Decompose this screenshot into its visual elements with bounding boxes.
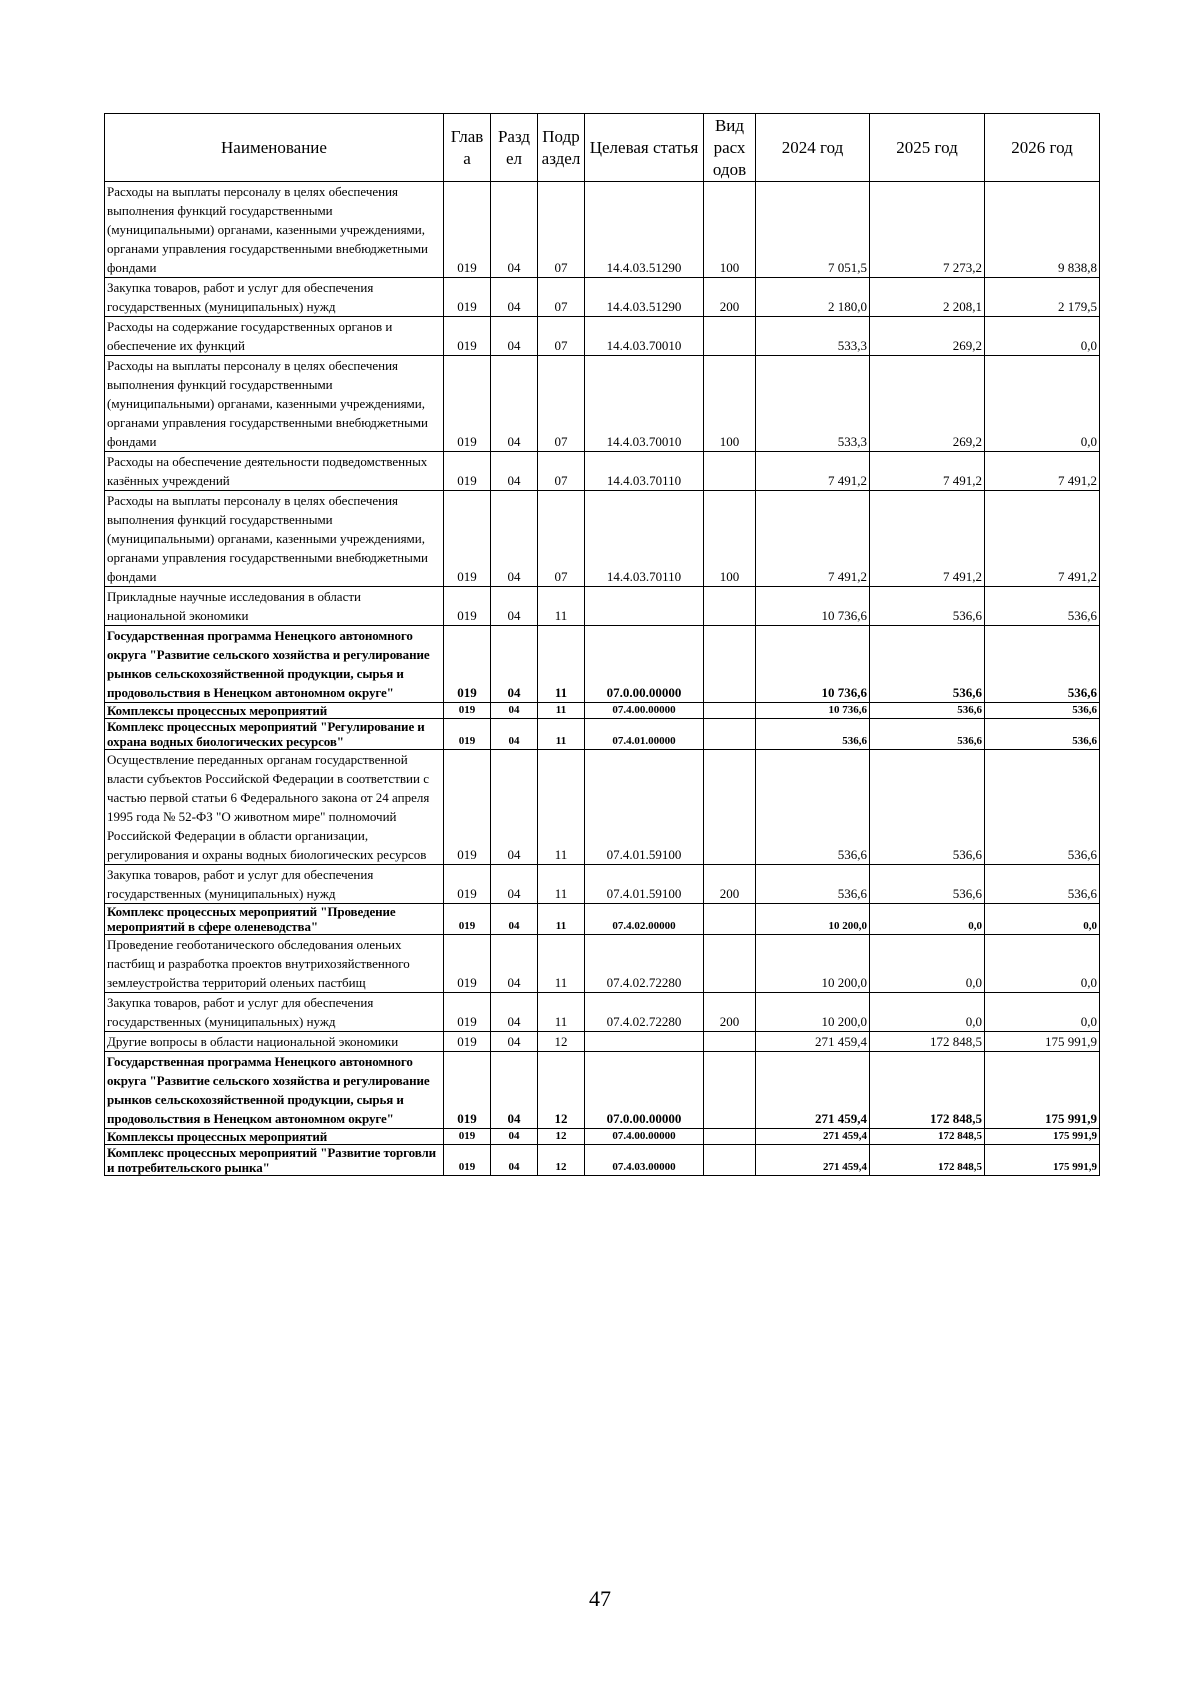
header-2024: 2024 год [756, 114, 870, 182]
row-razdel: 04 [491, 317, 538, 356]
table-row [105, 1052, 1100, 1129]
row-amount-2024: 10 200,0 [756, 904, 870, 935]
row-amount-2026: 0,0 [985, 993, 1100, 1032]
row-amount-2024: 536,6 [756, 750, 870, 865]
row-vid [704, 703, 756, 719]
row-amount-2026: 7 491,2 [985, 452, 1100, 491]
row-vid: 100 [704, 356, 756, 452]
row-amount-2024: 2 180,0 [756, 278, 870, 317]
row-name: Расходы на выплаты персоналу в целях обеспечения выполнения функций государственными (муниципальными) органами, казенными учреждениями, органами управления государственными внебюджетными фондами [105, 182, 444, 278]
row-amount-2026: 175 991,9 [985, 1145, 1100, 1176]
row-name: Комплекс процессных мероприятий "Регулирование и охрана водных биологических ресурсов" [105, 719, 444, 750]
row-vid [704, 1145, 756, 1176]
row-amount-2024: 533,3 [756, 356, 870, 452]
row-razdel: 04 [491, 491, 538, 587]
row-razdel: 04 [491, 278, 538, 317]
row-name: Расходы на содержание государственных органов и обеспечение их функций [105, 317, 444, 356]
page-number: 47 [589, 1586, 611, 1611]
row-amount-2025: 536,6 [870, 750, 985, 865]
table-row [105, 1145, 1100, 1176]
row-razdel: 04 [491, 626, 538, 703]
row-amount-2024: 271 459,4 [756, 1032, 870, 1052]
row-name: Проведение геоботанического обследования оленьих пастбищ и разработка проектов внутрихозяйственного землеустройства территорий оленьих пастбищ [105, 935, 444, 993]
row-statya: 14.4.03.70010 [585, 356, 704, 452]
row-amount-2025: 269,2 [870, 317, 985, 356]
row-glava: 019 [444, 750, 491, 865]
table-row [105, 904, 1100, 935]
row-vid: 100 [704, 182, 756, 278]
row-podrazdel: 11 [538, 626, 585, 703]
table-row [105, 452, 1100, 491]
row-statya: 07.4.02.72280 [585, 993, 704, 1032]
row-name: Комплексы процессных мероприятий [105, 703, 444, 719]
row-amount-2026: 0,0 [985, 904, 1100, 935]
table-row [105, 491, 1100, 587]
row-name: Закупка товаров, работ и услуг для обеспечения государственных (муниципальных) нужд [105, 278, 444, 317]
table-row [105, 935, 1100, 993]
table-row [105, 1129, 1100, 1145]
row-name: Государственная программа Ненецкого автономного округа "Развитие сельского хозяйства и регулирование рынков сельскохозяйственной продукции, сырья и продовольствия в Ненецком автономном округе" [105, 626, 444, 703]
row-vid [704, 317, 756, 356]
row-amount-2026: 536,6 [985, 750, 1100, 865]
header-razdel: Разд ел [491, 114, 538, 182]
row-statya: 07.4.01.59100 [585, 865, 704, 904]
row-vid: 100 [704, 491, 756, 587]
row-vid: 200 [704, 993, 756, 1032]
row-vid [704, 1052, 756, 1129]
row-name: Комплексы процессных мероприятий [105, 1129, 444, 1145]
row-statya: 07.4.00.00000 [585, 703, 704, 719]
row-amount-2024: 10 200,0 [756, 935, 870, 993]
row-vid [704, 719, 756, 750]
row-amount-2025: 172 848,5 [870, 1032, 985, 1052]
row-podrazdel: 12 [538, 1052, 585, 1129]
row-amount-2025: 0,0 [870, 935, 985, 993]
row-razdel: 04 [491, 865, 538, 904]
row-razdel: 04 [491, 1032, 538, 1052]
row-amount-2026: 536,6 [985, 703, 1100, 719]
row-vid [704, 750, 756, 865]
header-vid: Вид расх одов [704, 114, 756, 182]
row-razdel: 04 [491, 1052, 538, 1129]
row-name: Осуществление переданных органам государственной власти субъектов Российской Федерации в соответствии с частью первой статьи 6 Федерального закона от 24 апреля 1995 года № 52-ФЗ "О животном мире" полномочий Российской Федерации в области организации, регулирования и охраны водных биологических ресурсов [105, 750, 444, 865]
row-podrazdel: 11 [538, 719, 585, 750]
row-statya: 14.4.03.70110 [585, 452, 704, 491]
table-row [105, 587, 1100, 626]
row-statya: 07.0.00.00000 [585, 626, 704, 703]
row-podrazdel: 12 [538, 1032, 585, 1052]
row-amount-2026: 2 179,5 [985, 278, 1100, 317]
row-podrazdel: 11 [538, 865, 585, 904]
row-vid: 200 [704, 278, 756, 317]
row-amount-2025: 7 273,2 [870, 182, 985, 278]
row-amount-2025: 0,0 [870, 904, 985, 935]
row-name: Другие вопросы в области национальной экономики [105, 1032, 444, 1052]
row-podrazdel: 11 [538, 750, 585, 865]
table-row [105, 1032, 1100, 1052]
row-amount-2026: 175 991,9 [985, 1052, 1100, 1129]
row-statya [585, 587, 704, 626]
row-vid [704, 935, 756, 993]
header-2026: 2026 год [985, 114, 1100, 182]
row-podrazdel: 07 [538, 278, 585, 317]
row-glava: 019 [444, 278, 491, 317]
row-vid [704, 587, 756, 626]
row-glava: 019 [444, 703, 491, 719]
row-statya: 14.4.03.51290 [585, 278, 704, 317]
table-row [105, 356, 1100, 452]
row-glava: 019 [444, 1052, 491, 1129]
table-row [105, 865, 1100, 904]
row-amount-2025: 0,0 [870, 993, 985, 1032]
row-amount-2026: 536,6 [985, 626, 1100, 703]
row-statya: 07.4.01.59100 [585, 750, 704, 865]
row-vid [704, 904, 756, 935]
header-name: Наименование [105, 114, 444, 182]
row-statya: 07.0.00.00000 [585, 1052, 704, 1129]
row-amount-2024: 533,3 [756, 317, 870, 356]
row-glava: 019 [444, 1129, 491, 1145]
row-razdel: 04 [491, 904, 538, 935]
row-razdel: 04 [491, 452, 538, 491]
row-amount-2026: 0,0 [985, 356, 1100, 452]
row-amount-2024: 7 491,2 [756, 452, 870, 491]
row-amount-2025: 536,6 [870, 865, 985, 904]
row-vid [704, 1129, 756, 1145]
row-glava: 019 [444, 935, 491, 993]
row-podrazdel: 12 [538, 1129, 585, 1145]
row-amount-2024: 10 200,0 [756, 993, 870, 1032]
row-amount-2024: 10 736,6 [756, 626, 870, 703]
row-amount-2024: 271 459,4 [756, 1145, 870, 1176]
row-amount-2026: 0,0 [985, 317, 1100, 356]
row-glava: 019 [444, 1032, 491, 1052]
budget-table [104, 113, 1100, 1176]
row-statya [585, 1032, 704, 1052]
row-amount-2026: 7 491,2 [985, 491, 1100, 587]
row-amount-2026: 536,6 [985, 719, 1100, 750]
row-statya: 07.4.03.00000 [585, 1145, 704, 1176]
row-statya: 07.4.00.00000 [585, 1129, 704, 1145]
row-podrazdel: 11 [538, 703, 585, 719]
row-amount-2025: 172 848,5 [870, 1052, 985, 1129]
row-amount-2026: 536,6 [985, 587, 1100, 626]
row-name: Комплекс процессных мероприятий "Проведение мероприятий в сфере оленеводства" [105, 904, 444, 935]
row-razdel: 04 [491, 356, 538, 452]
row-podrazdel: 11 [538, 904, 585, 935]
row-glava: 019 [444, 904, 491, 935]
row-razdel: 04 [491, 750, 538, 865]
row-amount-2026: 0,0 [985, 935, 1100, 993]
row-amount-2025: 2 208,1 [870, 278, 985, 317]
row-statya: 07.4.01.00000 [585, 719, 704, 750]
row-amount-2024: 10 736,6 [756, 703, 870, 719]
row-amount-2025: 536,6 [870, 719, 985, 750]
row-razdel: 04 [491, 182, 538, 278]
table-row [105, 317, 1100, 356]
row-statya: 14.4.03.51290 [585, 182, 704, 278]
row-amount-2024: 10 736,6 [756, 587, 870, 626]
row-glava: 019 [444, 587, 491, 626]
table-row [105, 278, 1100, 317]
row-amount-2024: 7 051,5 [756, 182, 870, 278]
row-statya: 14.4.03.70110 [585, 491, 704, 587]
row-glava: 019 [444, 491, 491, 587]
row-glava: 019 [444, 993, 491, 1032]
row-glava: 019 [444, 452, 491, 491]
row-vid [704, 452, 756, 491]
table-row [105, 703, 1100, 719]
row-glava: 019 [444, 182, 491, 278]
row-amount-2026: 536,6 [985, 865, 1100, 904]
row-name: Закупка товаров, работ и услуг для обеспечения государственных (муниципальных) нужд [105, 865, 444, 904]
row-razdel: 04 [491, 703, 538, 719]
table-row [105, 182, 1100, 278]
header-glava: Глав а [444, 114, 491, 182]
row-statya: 14.4.03.70010 [585, 317, 704, 356]
row-amount-2025: 536,6 [870, 626, 985, 703]
row-podrazdel: 07 [538, 452, 585, 491]
row-razdel: 04 [491, 587, 538, 626]
row-amount-2026: 175 991,9 [985, 1032, 1100, 1052]
row-razdel: 04 [491, 719, 538, 750]
row-amount-2025: 172 848,5 [870, 1145, 985, 1176]
row-name: Расходы на выплаты персоналу в целях обеспечения выполнения функций государственными (муниципальными) органами, казенными учреждениями, органами управления государственными внебюджетными фондами [105, 491, 444, 587]
row-name: Государственная программа Ненецкого автономного округа "Развитие сельского хозяйства и регулирование рынков сельскохозяйственной продукции, сырья и продовольствия в Ненецком автономном округе" [105, 1052, 444, 1129]
row-amount-2024: 271 459,4 [756, 1129, 870, 1145]
row-amount-2025: 269,2 [870, 356, 985, 452]
row-name: Закупка товаров, работ и услуг для обеспечения государственных (муниципальных) нужд [105, 993, 444, 1032]
row-amount-2025: 536,6 [870, 587, 985, 626]
row-glava: 019 [444, 1145, 491, 1176]
row-name: Расходы на выплаты персоналу в целях обеспечения выполнения функций государственными (муниципальными) органами, казенными учреждениями, органами управления государственными внебюджетными фондами [105, 356, 444, 452]
row-podrazdel: 07 [538, 356, 585, 452]
row-name: Комплекс процессных мероприятий "Развитие торговли и потребительского рынка" [105, 1145, 444, 1176]
row-razdel: 04 [491, 935, 538, 993]
row-glava: 019 [444, 356, 491, 452]
table-row [105, 993, 1100, 1032]
row-podrazdel: 12 [538, 1145, 585, 1176]
table-row [105, 626, 1100, 703]
row-podrazdel: 11 [538, 587, 585, 626]
row-vid [704, 626, 756, 703]
row-amount-2026: 175 991,9 [985, 1129, 1100, 1145]
row-amount-2026: 9 838,8 [985, 182, 1100, 278]
row-podrazdel: 07 [538, 317, 585, 356]
row-razdel: 04 [491, 1129, 538, 1145]
row-amount-2024: 536,6 [756, 865, 870, 904]
row-razdel: 04 [491, 1145, 538, 1176]
header-2025: 2025 год [870, 114, 985, 182]
row-statya: 07.4.02.72280 [585, 935, 704, 993]
row-podrazdel: 11 [538, 993, 585, 1032]
row-glava: 019 [444, 719, 491, 750]
row-amount-2024: 7 491,2 [756, 491, 870, 587]
row-glava: 019 [444, 626, 491, 703]
table-body [105, 182, 1100, 1176]
row-statya: 07.4.02.00000 [585, 904, 704, 935]
row-podrazdel: 07 [538, 182, 585, 278]
row-vid: 200 [704, 865, 756, 904]
row-amount-2025: 172 848,5 [870, 1129, 985, 1145]
row-amount-2024: 271 459,4 [756, 1052, 870, 1129]
row-podrazdel: 07 [538, 491, 585, 587]
row-amount-2024: 536,6 [756, 719, 870, 750]
header-statya: Целевая статья [585, 114, 704, 182]
row-razdel: 04 [491, 993, 538, 1032]
row-name: Прикладные научные исследования в области национальной экономики [105, 587, 444, 626]
table-row [105, 750, 1100, 865]
row-vid [704, 1032, 756, 1052]
row-amount-2025: 7 491,2 [870, 491, 985, 587]
row-amount-2025: 536,6 [870, 703, 985, 719]
row-glava: 019 [444, 317, 491, 356]
row-name: Расходы на обеспечение деятельности подведомственных казённых учреждений [105, 452, 444, 491]
row-amount-2025: 7 491,2 [870, 452, 985, 491]
table-row [105, 719, 1100, 750]
row-glava: 019 [444, 865, 491, 904]
row-podrazdel: 11 [538, 935, 585, 993]
header-podrazdel: Подр аздел [538, 114, 585, 182]
table-header-row [105, 114, 1100, 182]
